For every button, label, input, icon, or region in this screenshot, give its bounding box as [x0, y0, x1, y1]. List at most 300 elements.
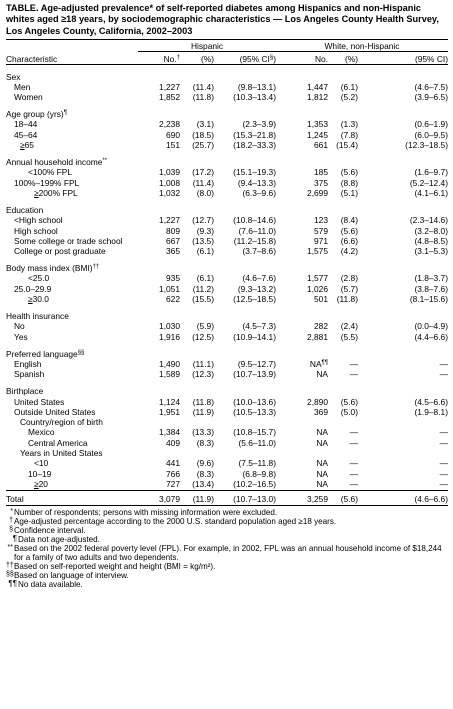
white-cell	[276, 216, 328, 226]
white-cell-value: —	[439, 369, 448, 380]
white-cell-value: (2.8)	[340, 273, 358, 284]
hispanic-cell: (8.3)	[196, 468, 214, 479]
white-cell: (4.6–6.6)	[358, 490, 448, 505]
table-row	[6, 93, 448, 103]
hispanic-cell: (11.2–15.8)	[233, 235, 276, 246]
row-label	[6, 459, 138, 469]
footnotes	[6, 508, 448, 590]
table-row	[6, 226, 448, 236]
white-cell	[276, 370, 328, 380]
hispanic-cell	[180, 417, 214, 427]
row-label	[6, 284, 138, 294]
white-cell	[276, 448, 328, 458]
hispanic-cell: (12.5–18.5)	[233, 294, 276, 305]
white-cell-value: 501	[314, 294, 328, 305]
hispanic-cell: 365	[166, 246, 180, 257]
table-row	[6, 216, 448, 226]
white-cell	[276, 226, 328, 236]
hispanic-cell: 1,030	[159, 321, 180, 332]
table-row	[6, 246, 448, 256]
white-cell	[328, 168, 358, 178]
hispanic-cell: (13.5)	[192, 235, 214, 246]
row-label	[6, 246, 138, 256]
white-cell-value: —	[439, 437, 448, 448]
section-row	[6, 65, 448, 83]
white-cell-value: 1,575	[307, 246, 328, 257]
hispanic-cell: (12.3)	[192, 369, 214, 380]
section-label-text: Age group (yrs)	[6, 109, 64, 120]
hispanic-cell: (8.3)	[196, 437, 214, 448]
white-cell	[328, 140, 358, 150]
white-cell	[328, 479, 358, 490]
white-cell	[328, 274, 358, 284]
hispanic-cell: (11.8)	[192, 396, 214, 407]
hispanic-cell: (11.4)	[192, 177, 214, 188]
white-cell	[358, 459, 448, 469]
white-cell	[358, 428, 448, 438]
column-header-no: No.†	[138, 52, 180, 65]
white-cell	[328, 469, 358, 479]
white-cell-value: (15.4)	[336, 140, 358, 151]
white-cell	[276, 294, 328, 304]
section-label	[6, 257, 448, 274]
table-row	[6, 479, 448, 490]
white-cell	[276, 120, 328, 130]
row-label-text: 45–64	[14, 129, 38, 140]
footnote	[6, 535, 448, 544]
table-row	[6, 370, 448, 380]
white-cell	[358, 236, 448, 246]
hispanic-cell: (10.5–13.3)	[233, 406, 276, 417]
hispanic-cell: (9.5–12.7)	[237, 358, 276, 369]
row-label-text: 25.0–29.9	[14, 283, 52, 294]
ge-symbol: ≥	[28, 294, 33, 305]
white-cell-value: (5.2–12.4)	[409, 177, 448, 188]
table-row	[6, 140, 448, 150]
hispanic-cell: 1,039	[159, 167, 180, 178]
section-label-text: Preferred language	[6, 348, 78, 359]
white-cell-value: 1,026	[307, 283, 328, 294]
row-label-text: Some college or trade school	[14, 235, 123, 246]
white-cell-value: (6.0–9.5)	[414, 129, 448, 140]
hispanic-cell: (10.7–13.9)	[233, 369, 276, 380]
white-cell-value: NA	[316, 437, 328, 448]
hispanic-cell: 667	[166, 235, 180, 246]
white-cell-value: (5.5)	[340, 331, 358, 342]
hispanic-cell: (8.0)	[196, 187, 214, 198]
white-cell	[358, 397, 448, 407]
section-label	[6, 380, 448, 397]
row-label-text: Men	[14, 81, 31, 92]
white-cell-value: 369	[314, 406, 328, 417]
white-cell	[276, 479, 328, 490]
white-cell-value: —	[349, 369, 358, 380]
row-label	[6, 82, 138, 92]
white-cell-value: (1.3)	[340, 119, 358, 130]
footnote	[6, 508, 448, 517]
hispanic-cell: 1,124	[159, 396, 180, 407]
table-row	[6, 130, 448, 140]
white-cell	[328, 438, 358, 448]
footnote-mark: †	[9, 516, 13, 524]
white-cell	[358, 438, 448, 448]
hispanic-cell: (15.5)	[192, 294, 214, 305]
white-cell	[276, 236, 328, 246]
row-label	[6, 469, 138, 479]
white-cell	[358, 188, 448, 198]
footnote-mark: **	[7, 543, 13, 551]
white-cell-value: —	[439, 358, 448, 369]
white-cell-value: —	[349, 358, 358, 369]
hispanic-cell: (9.4–13.3)	[237, 177, 276, 188]
white-cell	[358, 93, 448, 103]
white-cell	[276, 417, 328, 427]
table-row	[6, 82, 448, 92]
section-row	[6, 380, 448, 397]
hispanic-cell: (3.1)	[196, 119, 214, 130]
row-label	[6, 332, 138, 342]
white-cell	[358, 246, 448, 256]
white-cell-value: (1.8–3.7)	[414, 273, 448, 284]
footnote	[6, 571, 448, 580]
footnote-mark: ¶¶	[321, 359, 328, 366]
white-cell	[358, 168, 448, 178]
hispanic-cell: 622	[166, 294, 180, 305]
white-cell-value: 1,447	[307, 81, 328, 92]
row-label	[6, 359, 138, 369]
hispanic-cell: (10.0–13.6)	[233, 396, 276, 407]
white-cell	[358, 294, 448, 304]
row-label-text: 200% FPL	[38, 187, 78, 198]
white-cell-value: NA	[316, 478, 328, 489]
white-cell-value: (8.1–15.6)	[409, 294, 448, 305]
white-cell	[358, 322, 448, 332]
column-header-no-white: No.	[276, 52, 328, 65]
white-cell	[358, 178, 448, 188]
hispanic-cell: 3,079	[138, 490, 180, 505]
row-label-text: 30.0	[32, 294, 49, 305]
white-cell-value: 579	[314, 225, 328, 236]
white-cell-value: (2.4)	[340, 321, 358, 332]
white-cell	[328, 120, 358, 130]
table-row	[6, 407, 448, 417]
column-header-ci-white: (95% CI)	[358, 52, 448, 65]
white-cell	[328, 82, 358, 92]
row-label-text: Central America	[28, 437, 88, 448]
section-label-text: Education	[6, 204, 44, 215]
section-row	[6, 103, 448, 120]
white-cell-value: (3.8–7.6)	[414, 283, 448, 294]
hispanic-cell: (7.6–11.0)	[238, 225, 276, 236]
row-label-text: <10	[34, 458, 49, 469]
footnote-text: Based on language of interview.	[14, 570, 129, 580]
row-label-text: <25.0	[28, 273, 50, 284]
white-cell-value: NA	[316, 468, 328, 479]
group-header-white: White, non-Hispanic	[276, 40, 448, 52]
white-cell	[358, 479, 448, 490]
white-cell-value: (1.9–8.1)	[414, 406, 448, 417]
table-row	[6, 359, 448, 369]
white-cell-value: (5.7)	[340, 283, 358, 294]
footnote-text: Confidence interval.	[14, 525, 86, 535]
row-label	[6, 236, 138, 246]
white-cell	[358, 370, 448, 380]
hispanic-cell: (17.2)	[192, 167, 214, 178]
white-cell	[328, 428, 358, 438]
row-label	[6, 226, 138, 236]
section-label-text: Health insurance	[6, 311, 69, 322]
white-cell	[328, 397, 358, 407]
white-cell-value: 661	[314, 140, 328, 151]
hispanic-cell: 1,589	[159, 369, 180, 380]
hispanic-cell: 1,951	[159, 406, 180, 417]
white-cell-value: —	[349, 468, 358, 479]
hispanic-cell: 151	[166, 140, 180, 151]
white-cell: 3,259	[276, 490, 328, 505]
table-body	[6, 65, 448, 505]
row-label	[6, 322, 138, 332]
ge-symbol: ≥	[20, 140, 25, 151]
white-cell	[358, 407, 448, 417]
white-cell	[328, 246, 358, 256]
hispanic-cell: (10.8–14.6)	[233, 215, 276, 226]
row-label	[6, 428, 138, 438]
row-label-text: 18–44	[14, 119, 38, 130]
white-cell	[328, 359, 358, 369]
hispanic-cell: (9.8–13.1)	[237, 81, 276, 92]
white-cell	[328, 226, 358, 236]
white-cell	[328, 178, 358, 188]
footnote-mark: §	[9, 525, 13, 533]
column-header-pct: (%)	[180, 52, 214, 65]
white-cell-value: (4.5–6.6)	[414, 396, 448, 407]
row-label	[6, 140, 138, 150]
section-label-text: Body mass index (BMI)	[6, 263, 93, 274]
white-cell-value: (3.9–6.5)	[414, 92, 448, 103]
white-cell	[276, 140, 328, 150]
white-cell-value: —	[349, 427, 358, 438]
hispanic-cell: (5.9)	[196, 321, 214, 332]
hispanic-cell	[214, 448, 276, 458]
white-cell	[328, 448, 358, 458]
white-cell	[276, 407, 328, 417]
white-cell	[328, 93, 358, 103]
white-cell: (5.6)	[328, 490, 358, 505]
white-cell	[358, 284, 448, 294]
section-label	[6, 305, 448, 322]
white-cell	[276, 459, 328, 469]
table-row	[6, 188, 448, 198]
section-label	[6, 199, 448, 216]
row-label-text: United States	[14, 396, 65, 407]
white-cell	[328, 284, 358, 294]
hispanic-cell: 1,852	[159, 92, 180, 103]
white-cell-value: (2.3–14.6)	[409, 215, 448, 226]
section-row	[6, 305, 448, 322]
row-label	[6, 178, 138, 188]
column-header-characteristic: Characteristic	[6, 52, 138, 65]
section-row	[6, 257, 448, 274]
white-cell-value: (5.0)	[340, 406, 358, 417]
white-cell	[328, 370, 358, 380]
hispanic-cell	[214, 417, 276, 427]
hispanic-cell: 409	[166, 437, 180, 448]
white-cell-value: —	[439, 458, 448, 469]
hispanic-cell: 1,227	[159, 81, 180, 92]
table-row	[6, 428, 448, 438]
white-cell	[276, 469, 328, 479]
table-row	[6, 397, 448, 407]
footnote-text: No data available.	[18, 580, 83, 590]
white-cell	[358, 448, 448, 458]
hispanic-cell: (15.1–19.3)	[233, 167, 276, 178]
row-label-text: No	[14, 321, 25, 332]
white-cell-value: (6.1)	[340, 81, 358, 92]
hispanic-cell: (10.8–15.7)	[233, 427, 276, 438]
hispanic-cell: 766	[166, 468, 180, 479]
white-cell	[328, 188, 358, 198]
table-row	[6, 469, 448, 479]
white-cell	[358, 359, 448, 369]
hispanic-cell: (18.5)	[192, 129, 214, 140]
white-cell-value: 375	[314, 177, 328, 188]
white-cell-value: —	[439, 427, 448, 438]
hispanic-cell: (6.3–9.6)	[242, 187, 276, 198]
white-cell	[328, 294, 358, 304]
white-cell-value: (5.6)	[340, 396, 358, 407]
row-label	[6, 407, 138, 417]
white-cell	[328, 130, 358, 140]
footnote-mark: **	[102, 158, 108, 165]
white-cell	[328, 459, 358, 469]
footnote-text: Number of respondents; persons with missing information were excluded.	[14, 507, 278, 517]
section-label	[6, 103, 448, 120]
white-cell-value: 2,699	[307, 187, 328, 198]
hispanic-cell: (10.2–16.5)	[233, 478, 276, 489]
white-cell	[276, 82, 328, 92]
footnote-mark: ¶	[12, 533, 17, 543]
white-cell-value: (4.8–8.5)	[414, 235, 448, 246]
hispanic-cell: (12.7)	[192, 215, 214, 226]
white-cell	[358, 130, 448, 140]
hispanic-cell: (11.4)	[192, 81, 214, 92]
hispanic-cell: (13.3)	[192, 427, 214, 438]
white-cell-value: NA	[309, 358, 322, 369]
table-row	[6, 120, 448, 130]
white-cell-value: 1,353	[307, 119, 328, 130]
footnote	[6, 544, 448, 562]
section-row	[6, 151, 448, 168]
table-row	[6, 178, 448, 188]
footnote-mark: §§	[77, 349, 85, 356]
row-label	[6, 188, 138, 198]
column-header-ci: (95% CI§)	[214, 52, 276, 65]
table-row	[6, 438, 448, 448]
section-label	[6, 151, 448, 168]
hispanic-cell: 2,238	[159, 119, 180, 130]
row-label-text: College or post graduate	[14, 246, 106, 257]
white-cell	[328, 216, 358, 226]
footnote	[6, 517, 448, 526]
footnote-text: Based on self-reported weight and height (BMI = kg/m²).	[14, 561, 216, 571]
hispanic-cell: (18.2–33.3)	[233, 140, 276, 151]
white-cell-value: 971	[314, 235, 328, 246]
row-label	[6, 397, 138, 407]
white-cell	[328, 322, 358, 332]
row-label	[6, 274, 138, 284]
hispanic-cell: (4.6–7.6)	[242, 273, 276, 284]
row-label	[6, 417, 138, 427]
hispanic-cell: (10.9–14.1)	[233, 331, 276, 342]
white-cell-value: (8.4)	[340, 215, 358, 226]
row-label	[6, 479, 138, 490]
table-row	[6, 332, 448, 342]
hispanic-cell: (9.6)	[196, 458, 214, 469]
hispanic-cell: (2.3–3.9)	[242, 119, 276, 130]
row-label-text: 20	[38, 478, 48, 489]
white-cell-value: 2,881	[307, 331, 328, 342]
white-cell	[276, 130, 328, 140]
white-cell-value: (4.4–6.6)	[414, 331, 448, 342]
white-cell-value: (7.8)	[340, 129, 358, 140]
hispanic-cell: 935	[166, 273, 180, 284]
white-cell-value: —	[349, 437, 358, 448]
white-cell	[276, 93, 328, 103]
hispanic-cell: 1,227	[159, 215, 180, 226]
hispanic-cell: 1,051	[159, 283, 180, 294]
white-cell-value: NA	[316, 369, 328, 380]
footnote-mark: ¶¶	[8, 579, 17, 589]
white-cell-value: 123	[314, 215, 328, 226]
hispanic-cell: (15.3–21.8)	[233, 129, 276, 140]
table-title: TABLE. Age-adjusted prevalence* of self-reported diabetes among Hispanics and non-Hispanic whites aged ≥18 years, by sociodemographic characteristics — Los Angeles County Health Survey, Los Angeles County, California, 2002–2003	[6, 3, 439, 36]
hispanic-cell: 1,384	[159, 427, 180, 438]
white-cell-value: (5.1)	[340, 187, 358, 198]
white-cell	[358, 82, 448, 92]
row-label-text: Women	[14, 92, 43, 103]
section-label	[6, 342, 448, 359]
white-cell-value: (0.0–4.9)	[414, 321, 448, 332]
row-label-text: 65	[24, 140, 34, 151]
section-label	[6, 65, 448, 83]
hispanic-cell: 1,008	[159, 177, 180, 188]
white-cell	[276, 332, 328, 342]
table-row	[6, 294, 448, 304]
white-cell	[276, 438, 328, 448]
table-row	[6, 448, 448, 458]
ge-symbol: ≥	[34, 478, 39, 489]
white-cell-value: 1,812	[307, 92, 328, 103]
hispanic-cell: (11.2)	[192, 283, 214, 294]
section-label-text: Annual household income	[6, 157, 103, 168]
hispanic-cell: (9.3)	[196, 225, 214, 236]
hispanic-cell	[180, 448, 214, 458]
section-row	[6, 342, 448, 359]
white-cell-value: —	[439, 468, 448, 479]
column-header-pct-white: (%)	[328, 52, 358, 65]
footnote	[6, 526, 448, 535]
hispanic-cell: 441	[166, 458, 180, 469]
footnote-text: Data not age-adjusted.	[18, 534, 100, 544]
hispanic-cell: (9.3–13.2)	[237, 283, 276, 294]
hispanic-cell: (6.8–9.8)	[242, 468, 276, 479]
white-cell-value: —	[349, 478, 358, 489]
white-cell-value: (4.1–6.1)	[414, 187, 448, 198]
white-cell-value: (4.6–7.5)	[414, 81, 448, 92]
hispanic-cell: (11.9)	[180, 490, 214, 505]
row-label	[6, 370, 138, 380]
white-cell-value: NA	[316, 458, 328, 469]
